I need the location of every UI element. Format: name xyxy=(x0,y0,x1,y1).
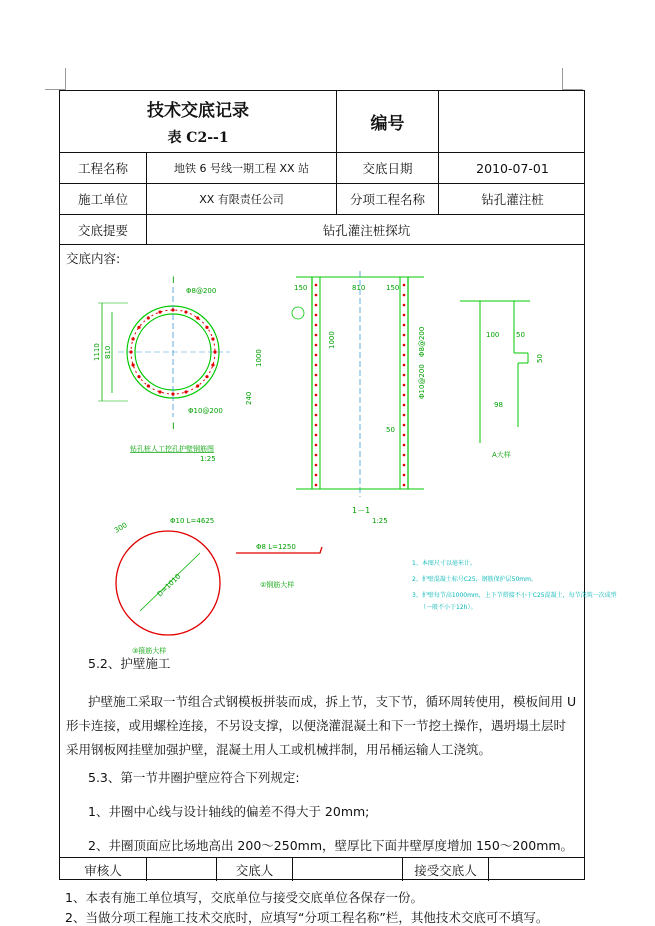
section-rebar-dot xyxy=(315,434,318,437)
hook-bar-detail xyxy=(236,543,322,589)
footer-note-1: 1、本表有施工单位填写，交底单位与接受交底单位各保存一份。 xyxy=(65,890,423,905)
plan-rebar-dot xyxy=(129,350,132,353)
section-rebar-dot xyxy=(315,484,318,487)
unit-value-cell xyxy=(146,184,336,214)
section-rebar-dot xyxy=(403,434,406,437)
detail-dim-100: 100 xyxy=(486,331,500,339)
plan-cut-mark-top: I xyxy=(172,276,175,286)
plan-rebar-dot xyxy=(147,384,150,387)
ring-bar-dia-label: D=1010 xyxy=(155,572,183,599)
section-dim-810: 810 xyxy=(352,284,366,292)
section-rebar-dot xyxy=(403,414,406,417)
section-rebar-dot xyxy=(315,384,318,387)
receiver-label-cell xyxy=(402,858,488,881)
section-rebar-dot xyxy=(315,394,318,397)
form-code: 表 C2--1 xyxy=(167,130,229,146)
section-5-2-paragraph: 护壁施工采取一节组合式钢模板拼装而成，拆上节，支下节，循环周转使用，模板间用 U 形卡连接，或用螺栓连接，不另设支撑，以便浇灌混凝土和下一节挖土操作，遇坍塌土层时采用钢板网挂壁加强护壁，混凝土用人工或机械拌制，用吊桶运输人工浇筑。 xyxy=(66,694,577,757)
plan-view xyxy=(93,276,230,463)
section-dim-1000: 1000 xyxy=(328,331,336,349)
plan-dim-1110: 1110 xyxy=(93,343,101,361)
plan-rebar-dot xyxy=(131,337,134,340)
section-rebar-dot xyxy=(403,374,406,377)
section-dim-50: 50 xyxy=(386,426,395,434)
subitem-label-cell xyxy=(336,184,438,214)
unit-row xyxy=(60,184,584,215)
plan-rebar-dot xyxy=(171,392,174,395)
plan-rebar-dot xyxy=(137,375,140,378)
section-5-3-item-1: 1、井圈中心线与设计轴线的偏差不得大于 20mm; xyxy=(88,804,370,819)
section-bar-spec: Φ8@200 xyxy=(418,326,426,357)
form-title: 技术交底记录 xyxy=(147,101,249,121)
plan-rebar-dot xyxy=(211,337,214,340)
section-rebar-dot xyxy=(315,354,318,357)
section-rebar-dot xyxy=(403,394,406,397)
plan-bar-spec-top: Φ8@200 xyxy=(186,287,217,295)
section-dim-150-right: 150 xyxy=(386,284,400,292)
detail-dim-50-b: 50 xyxy=(536,354,544,363)
date-label-cell xyxy=(336,153,438,183)
content-area xyxy=(60,245,617,857)
section-rebar-dot xyxy=(403,484,406,487)
summary-label-cell xyxy=(60,215,146,244)
reviewer-label: 审核人 xyxy=(84,862,122,878)
project-name-value: 地铁 6 号线一期工程 XX 站 xyxy=(173,162,310,175)
section-rebar-dot xyxy=(403,284,406,287)
plan-rebar-dot xyxy=(205,375,208,378)
section-5-2-heading: 5.2、护壁施工 xyxy=(88,656,171,671)
section-rebar-dot xyxy=(315,374,318,377)
project-row xyxy=(60,153,584,184)
section-rebar-dot xyxy=(403,424,406,427)
drawing-note-3: 3、护壁每节高1000mm，上下节搭接不小于C25混凝土，每节浇筑一次成型 xyxy=(412,592,617,599)
section-title: 1－1 xyxy=(352,506,371,515)
section-dim-150: 150 xyxy=(294,284,308,292)
section-5-3-item-2: 2、井圈顶面应比场地高出 200～250mm，壁厚比下面井壁厚度增加 150～200mm。 xyxy=(88,838,574,853)
plan-rebar-dot xyxy=(147,316,150,319)
content-label: 交底内容: xyxy=(66,251,121,266)
plan-rebar-dot xyxy=(137,326,140,329)
plan-rebar-dot xyxy=(213,350,216,353)
plan-rebar-dot xyxy=(184,390,187,393)
plan-rebar-dot xyxy=(171,308,174,311)
section-rebar-dot xyxy=(315,324,318,327)
section-rebar-dot xyxy=(315,304,318,307)
project-name-label-cell xyxy=(60,153,146,183)
detail-a-view xyxy=(460,301,544,459)
section-dim-1000-b: 1000 xyxy=(255,349,263,367)
section-rebar-dot xyxy=(403,474,406,477)
summary-value-cell xyxy=(146,215,586,244)
section-rebar-dot xyxy=(315,464,318,467)
section-rebar-dot xyxy=(403,334,406,337)
section-rebar-dot xyxy=(403,314,406,317)
section-rebar-dot xyxy=(403,464,406,467)
subitem-label: 分项工程名称 xyxy=(349,192,425,207)
project-name-label: 工程名称 xyxy=(77,161,128,176)
plan-rebar-dot xyxy=(158,390,161,393)
reviewer-value-cell[interactable] xyxy=(146,858,216,881)
section-rebar-dot xyxy=(403,454,406,457)
unit-value: XX 有限责任公司 xyxy=(199,193,284,206)
record-form xyxy=(59,90,617,880)
date-value-cell xyxy=(438,153,586,183)
plan-rebar-dot xyxy=(131,363,134,366)
hook-bar-spec: Φ8 L=1250 xyxy=(256,543,296,551)
section-rebar-dot xyxy=(403,304,406,307)
subitem-value-cell xyxy=(438,184,586,214)
unit-label: 施工单位 xyxy=(77,192,128,207)
section-rebar-dot xyxy=(403,294,406,297)
ring-bar-dim-300: 300 xyxy=(113,521,129,535)
detail-dim-98: 98 xyxy=(494,401,503,409)
section-rebar-dot xyxy=(315,294,318,297)
section-rebar-dot xyxy=(403,404,406,407)
section-rebar-dot xyxy=(315,454,318,457)
section-rebar-dot xyxy=(403,384,406,387)
section-view xyxy=(245,271,426,525)
section-rebar-dot xyxy=(315,404,318,407)
project-name-value-cell xyxy=(146,153,336,183)
date-value: 2010-07-01 xyxy=(476,160,549,176)
summary-label: 交底提要 xyxy=(77,222,128,238)
header-row xyxy=(60,91,584,153)
unit-label-cell xyxy=(60,184,146,214)
section-detail-callout xyxy=(292,307,304,319)
date-label: 交底日期 xyxy=(362,161,413,176)
plan-rebar-dot xyxy=(196,384,199,387)
plan-rebar-dot xyxy=(205,326,208,329)
section-5-3-heading: 5.3、第一节井圈护壁应符合下列规定: xyxy=(88,770,300,785)
footer-note-2: 2、当做分项工程施工技术交底时，应填写“分项工程名称”栏，其他技术交底可不填写。 xyxy=(65,910,549,925)
drawing-notes xyxy=(412,559,617,611)
plan-dim-810: 810 xyxy=(104,345,112,359)
presenter-label: 交底人 xyxy=(235,862,274,878)
plan-cut-mark-bottom: I xyxy=(172,422,175,432)
plan-rebar-dot xyxy=(184,310,187,313)
ring-bar-spec: Φ10 L=4625 xyxy=(170,517,215,525)
section-rebar-dot xyxy=(403,444,406,447)
section-rebar-dot xyxy=(315,364,318,367)
detail-dim-50: 50 xyxy=(516,331,525,339)
section-rebar-dot xyxy=(315,314,318,317)
reviewer-label-cell xyxy=(60,858,146,881)
section-rebar-dot xyxy=(403,344,406,347)
section-rebar-dot xyxy=(315,284,318,287)
section-rebar-dot xyxy=(315,444,318,447)
number-label-cell xyxy=(336,91,438,152)
presenter-value-cell[interactable] xyxy=(292,858,402,881)
plan-rebar-dot xyxy=(196,316,199,319)
section-rebar-dot xyxy=(315,424,318,427)
number-value-cell[interactable] xyxy=(438,91,586,152)
section-rebar-dot xyxy=(315,414,318,417)
plan-bar-spec-bottom: Φ10@200 xyxy=(188,407,223,415)
summary-row xyxy=(60,215,584,245)
detail-a-label: A大样 xyxy=(492,451,511,459)
receiver-label: 接受交底人 xyxy=(414,862,477,878)
section-dim-240: 240 xyxy=(245,391,253,405)
section-rebar-dot xyxy=(315,344,318,347)
construction-drawing xyxy=(60,267,617,667)
plan-rebar-dot xyxy=(158,310,161,313)
corner-mark-right-v xyxy=(562,68,563,90)
plan-scale: 1:25 xyxy=(200,455,216,463)
number-label: 编号 xyxy=(370,114,405,134)
section-bar-spec-b: Φ10@200 xyxy=(418,364,426,399)
drawing-note-1: 1、本图尺寸以毫米计。 xyxy=(412,560,476,567)
section-rebar-dot xyxy=(403,324,406,327)
section-rebar-dot xyxy=(315,474,318,477)
section-rebar-dot xyxy=(315,334,318,337)
plan-title: 钻孔桩人工挖孔护壁钢筋图 xyxy=(130,445,214,453)
plan-rebar-dot xyxy=(211,363,214,366)
section-rebar-dot xyxy=(403,364,406,367)
signature-row xyxy=(60,857,584,881)
drawing-note-4: （一般不小于12h）。 xyxy=(420,604,477,611)
hook-bar-label: ②钢筋大样 xyxy=(260,581,295,589)
corner-mark-left-v xyxy=(65,68,66,90)
subitem-value: 钻孔灌注桩 xyxy=(481,192,544,207)
ring-bar-detail xyxy=(113,517,220,655)
ring-bar-label: ③箍筋大样 xyxy=(132,647,167,655)
presenter-label-cell xyxy=(216,858,292,881)
section-rebar-dot xyxy=(403,354,406,357)
drawing-note-2: 2、护壁混凝土标号C25，钢筋保护层50mm。 xyxy=(412,576,537,583)
receiver-value-cell[interactable] xyxy=(488,858,586,881)
title-cell xyxy=(60,91,336,152)
section-scale: 1:25 xyxy=(372,517,388,525)
summary-value: 钻孔灌注桩探坑 xyxy=(322,222,411,238)
